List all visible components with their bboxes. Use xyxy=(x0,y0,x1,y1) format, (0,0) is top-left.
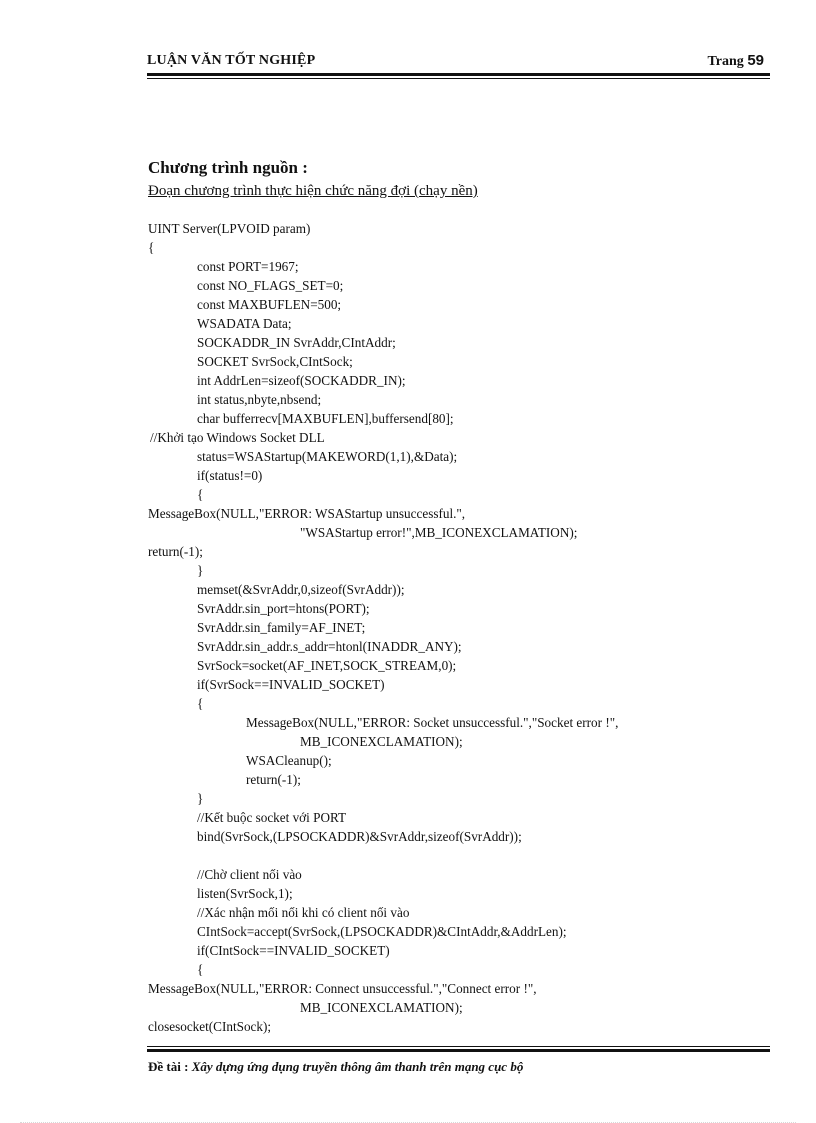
code-line: char bufferrecv[MAXBUFLEN],buffersend[80]; xyxy=(197,411,454,426)
code-line: return(-1); xyxy=(148,544,203,559)
code-line: } xyxy=(197,791,204,806)
code-comment: //Chờ client nối vào xyxy=(197,867,302,882)
code-line: const PORT=1967; xyxy=(197,259,299,274)
footer-rule-thick xyxy=(147,1049,770,1052)
code-line: return(-1); xyxy=(246,772,301,787)
code-comment: //Xác nhận mối nối khi có client nối vào xyxy=(197,905,410,920)
header-rule-thin xyxy=(147,78,770,79)
code-line: SvrAddr.sin_addr.s_addr=htonl(INADDR_ANY); xyxy=(197,639,462,654)
header-rule-thick xyxy=(147,73,770,76)
code-line: if(CIntSock==INVALID_SOCKET) xyxy=(197,943,390,958)
section-title: Chương trình nguồn : xyxy=(148,158,308,177)
header-title: LUẬN VĂN TỐT NGHIỆP xyxy=(147,53,316,68)
footer-rule-thin xyxy=(147,1046,770,1047)
code-comment: //Khởi tạo Windows Socket DLL xyxy=(150,430,325,445)
footer-label: Đề tài : xyxy=(148,1059,189,1074)
page-number: 59 xyxy=(747,52,764,69)
code-comment: //Kết buộc socket với PORT xyxy=(197,810,347,825)
code-line: closesocket(CIntSock); xyxy=(148,1019,272,1034)
code-line: CIntSock=accept(SvrSock,(LPSOCKADDR)&CIntAddr,&AddrLen); xyxy=(197,924,567,939)
code-line: const MAXBUFLEN=500; xyxy=(197,297,342,312)
code-line: SOCKADDR_IN SvrAddr,CIntAddr; xyxy=(197,335,396,350)
code-line: MessageBox(NULL,"ERROR: WSAStartup unsuccessful.", xyxy=(148,506,466,521)
section-subtitle: Đoạn chương trình thực hiện chức năng đợi (chạy nền) xyxy=(148,183,478,199)
code-line: MessageBox(NULL,"ERROR: Socket unsuccessful.","Socket error !", xyxy=(246,715,619,730)
code-line: SOCKET SvrSock,CIntSock; xyxy=(197,354,353,369)
code-line: status=WSAStartup(MAKEWORD(1,1),&Data); xyxy=(197,449,458,464)
code-line: { xyxy=(197,962,204,977)
code-line: int status,nbyte,nbsend; xyxy=(197,392,322,407)
code-line: WSADATA Data; xyxy=(197,316,292,331)
code-line: SvrSock=socket(AF_INET,SOCK_STREAM,0); xyxy=(197,658,457,673)
code-line: UINT Server(LPVOID param) xyxy=(148,221,311,236)
code-line: } xyxy=(197,563,204,578)
code-line: SvrAddr.sin_family=AF_INET; xyxy=(197,620,366,635)
code-line: { xyxy=(197,696,204,711)
code-line: WSACleanup(); xyxy=(246,753,332,768)
code-line: const NO_FLAGS_SET=0; xyxy=(197,278,344,293)
code-line: SvrAddr.sin_port=htons(PORT); xyxy=(197,601,370,616)
code-line: MB_ICONEXCLAMATION); xyxy=(300,734,463,749)
code-line: int AddrLen=sizeof(SOCKADDR_IN); xyxy=(197,373,406,388)
code-line: if(SvrSock==INVALID_SOCKET) xyxy=(197,677,385,692)
page-footer xyxy=(148,1059,523,1075)
code-line: MessageBox(NULL,"ERROR: Connect unsuccessful.","Connect error !", xyxy=(148,981,537,996)
page-header xyxy=(147,52,770,74)
code-line: bind(SvrSock,(LPSOCKADDR)&SvrAddr,sizeof(SvrAddr)); xyxy=(197,829,522,844)
code-line: "WSAStartup error!",MB_ICONEXCLAMATION); xyxy=(300,525,578,540)
code-line: { xyxy=(197,487,204,502)
code-line: if(status!=0) xyxy=(197,468,263,483)
code-line: MB_ICONEXCLAMATION); xyxy=(300,1000,463,1015)
page-label: Trang xyxy=(707,54,744,69)
code-line: memset(&SvrAddr,0,sizeof(SvrAddr)); xyxy=(197,582,405,597)
footer-topic: Xây dựng ứng dụng truyền thông âm thanh trên mạng cục bộ xyxy=(191,1059,524,1074)
code-line: { xyxy=(148,240,155,255)
code-line: listen(SvrSock,1); xyxy=(197,886,293,901)
header-page xyxy=(708,52,765,70)
